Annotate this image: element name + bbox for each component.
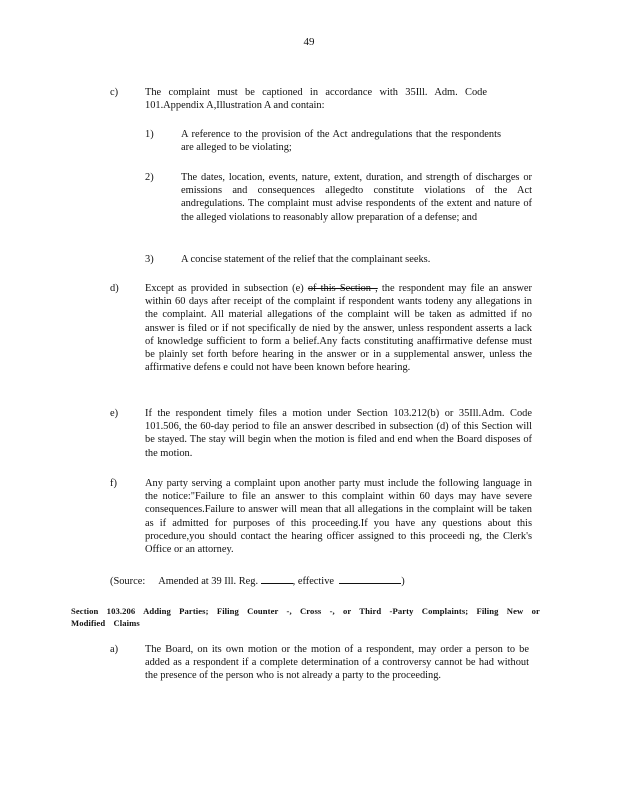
effective-date-blank [339, 574, 401, 584]
item-d-text-a: Except as provided in subsection (e) [145, 283, 304, 294]
item-c1-marker: 1) [145, 129, 154, 140]
section-heading: Section 103.206 Adding Parties; Filing Counter -, Cross -, or Third -Party Complaints; Filing New or Modified Claims [71, 606, 540, 628]
source-note [110, 574, 405, 588]
item-d-struck-text: of this Section , [307, 283, 378, 294]
item-d-text-b: the respondent may file an answer within 60 days after receipt of the complaint if respondent wants todeny any allegations in the complaint. All material allegations of the complaint will be taken as admitted if no answer is filed or if not specifically de nied by the answer, unless respondent asserts a lack of knowledge sufficient to form a belief.Any facts constituting anaffirmative defense must be plainly set forth before hearing in the answer or in a supplemental answer, unless the affirmative defens e could not have been known before hearing. [145, 283, 532, 374]
source-effective: , effective [292, 576, 335, 587]
source-close: ) [401, 576, 405, 587]
item-c-marker: c) [110, 87, 119, 98]
item-f-text: Any party serving a complaint upon another party must include the following language in the notice:"Failure to file an answer to this complaint within 60 days may have severe consequences.Failure to answer will mean that all allegations in the complaint will be taken as if admitted for purposes of this proceeding.If you have any questions about this procedure,you should contact the hearing officer assigned to this proceedi ng, the Clerk's Office or an attorney. [145, 478, 532, 556]
page-number: 49 [303, 36, 315, 48]
item-c2-text: The dates, location, events, nature, extent, duration, and strength of discharges or emissions and consequences allegedto constitute violations of the Act andregulations. The complaint must advise respondents of the extent and nature of the alleged violations to reasonably allow preparation of a defense; and [181, 172, 532, 223]
item-c3-text: A concise statement of the relief that the complainant seeks. [181, 254, 431, 265]
item-c3-marker: 3) [145, 254, 154, 265]
item-a-marker: a) [110, 644, 119, 655]
item-d-marker: d) [110, 283, 119, 294]
item-a-text: The Board, on its own motion or the motion of a respondent, may order a person to be added as a respondent if a complete determination of a controversy cannot be had without the presence of the person who is not already a party to the proceeding. [145, 644, 529, 682]
item-c2-marker: 2) [145, 172, 154, 183]
item-c1-text: A reference to the provision of the Act andregulations that the respondents are alleged to be violating; [181, 129, 501, 154]
item-d-text [145, 282, 532, 374]
source-amended: Amended at 39 Ill. Reg. [158, 576, 259, 587]
item-f-marker: f) [110, 478, 117, 489]
source-open: (Source: [110, 576, 146, 587]
register-blank [261, 574, 293, 584]
item-e-marker: e) [110, 408, 119, 419]
item-e-text: If the respondent timely files a motion under Section 103.212(b) or 35Ill.Adm. Code 101.506, the 60-day period to file an answer described in subsection (d) of this Section will be stayed. The stay will begin when the motion is filed and end when the Board disposes of the motion. [145, 408, 532, 459]
item-c-text: The complaint must be captioned in accordance with 35Ill. Adm. Code 101.Appendix A,Illustration A and contain: [145, 87, 487, 112]
